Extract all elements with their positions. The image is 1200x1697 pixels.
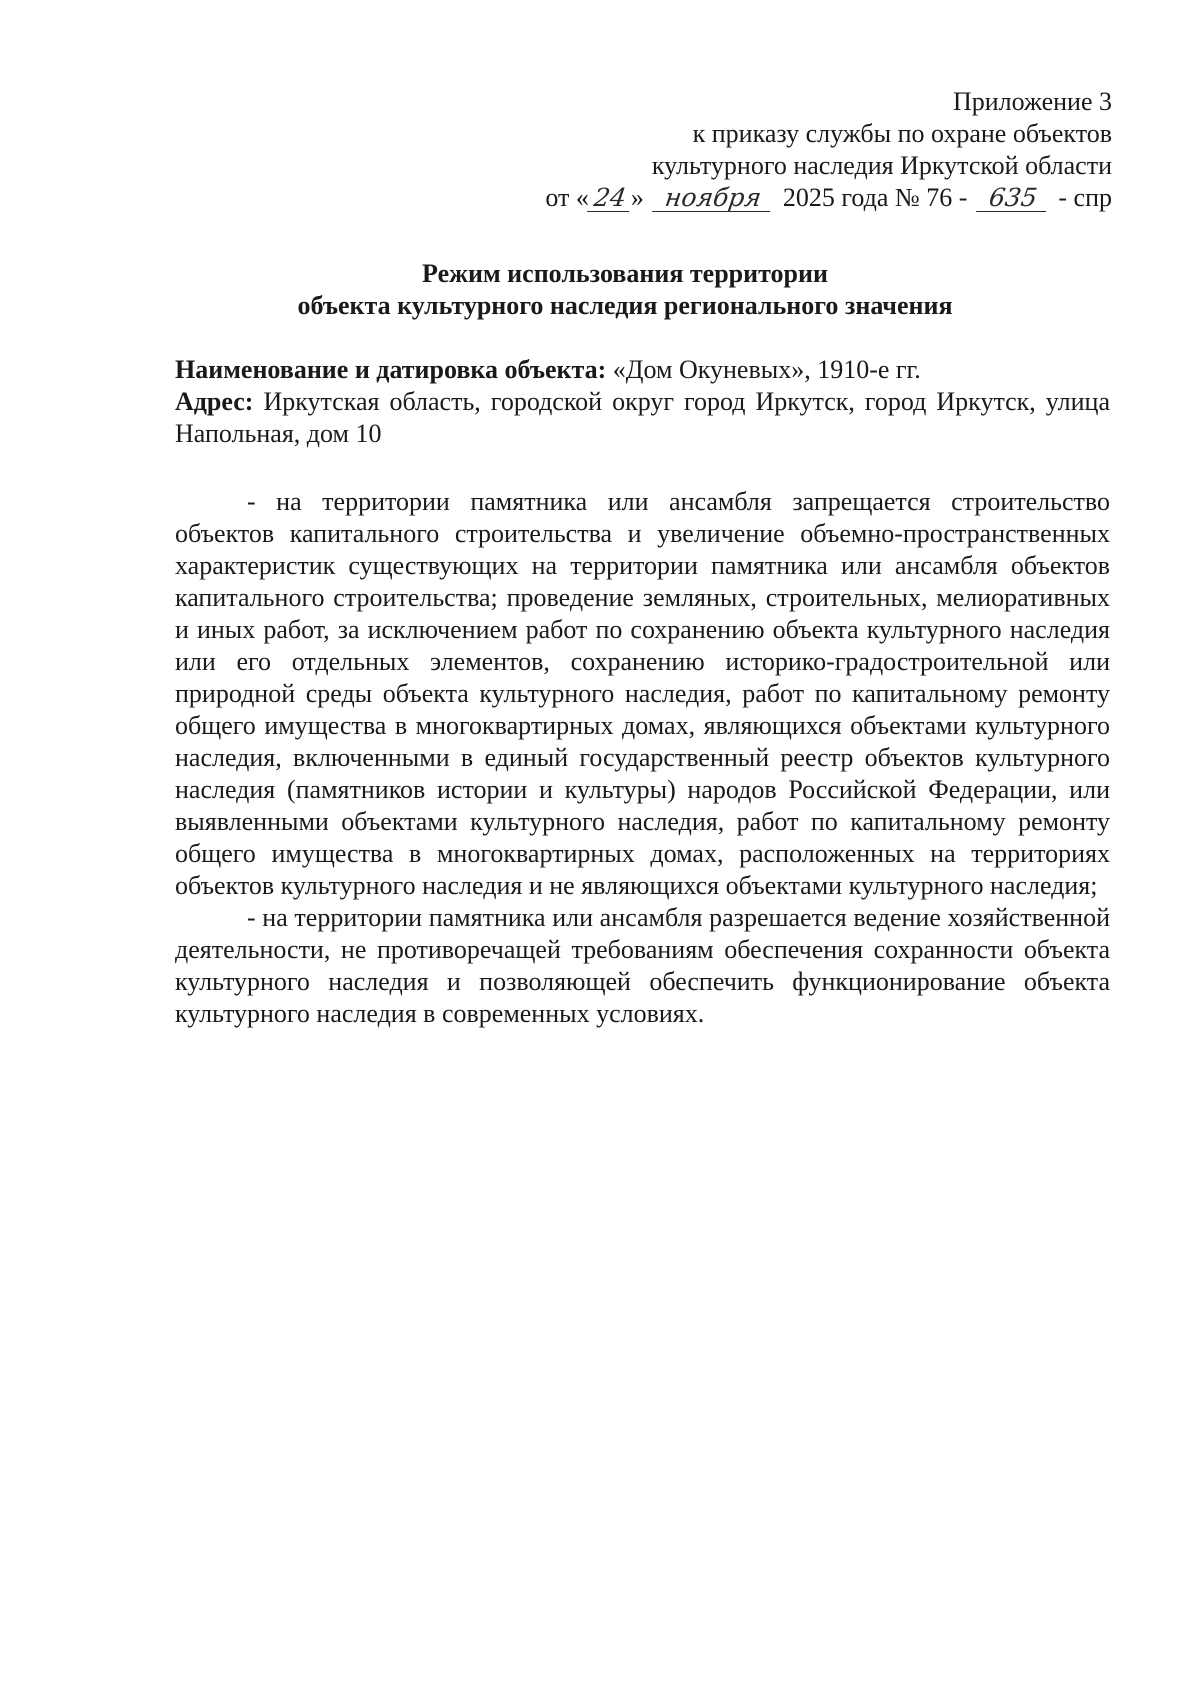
order-suffix: - спр [1058, 183, 1112, 212]
appendix-header [545, 86, 1112, 214]
appendix-authority-line: культурного наследия Иркутской области [651, 151, 1112, 180]
date-prefix: от « [545, 183, 589, 212]
handwritten-day: 24 [587, 185, 633, 212]
handwritten-number: 635 [976, 185, 1050, 212]
object-address-value: Иркутская область, городской округ город Иркутск, город Иркутск, улица Напольная, дом 10 [175, 387, 1110, 448]
date-mid: » [630, 183, 644, 212]
handwritten-month: ноября [652, 185, 774, 212]
object-name-row [175, 354, 1110, 386]
title-line-2: объекта культурного наследия регионального значения [297, 291, 953, 320]
title-line-1: Режим использования территории [422, 259, 828, 288]
usage-rules [175, 486, 1110, 1030]
appendix-date-line [545, 182, 1112, 214]
object-name-value: «Дом Окуневых», 1910-е гг. [612, 355, 921, 384]
object-info [175, 354, 1110, 450]
appendix-order-line: к приказу службы по охране объектов [692, 119, 1112, 148]
rule-prohibition: - на территории памятника или ансамбля запрещается строительство объектов капитального строительства и увеличение объемно-пространственных характеристик существующих на территории памятника или ансамбля объектов капитального строительства; проведение земляных, строительных, мелиоративных и иных работ, за исключением работ по сохранению объекта культурного наследия или его отдельных элементов, сохранению историко-градостроительной или природной среды объекта культурного наследия, работ по капитальному ремонту общего имущества в многоквартирных домах, являющихся объектами культурного наследия, включенными в единый государственный реестр объектов культурного наследия (памятников истории и культуры) народов Российской Федерации, или выявленными объектами культурного наследия, работ по капитальному ремонту общего имущества в многоквартирных домах, расположенных на территориях объектов культурного наследия и не являющихся объектами культурного наследия; [175, 487, 1110, 900]
rule-permission: - на территории памятника или ансамбля разрешается ведение хозяйственной деятельности, не противоречащей требованиям обеспечения сохранности объекта культурного наследия и позволяющей обеспечить функционирование объекта культурного наследия в современных условиях. [175, 903, 1110, 1028]
object-address-row [175, 386, 1110, 450]
object-address-label: Адрес: [175, 387, 254, 416]
object-name-label: Наименование и датировка объекта: [175, 355, 607, 384]
appendix-title: Приложение 3 [952, 87, 1112, 116]
document-title [175, 258, 1075, 322]
year-text: 2025 года № 76 - [782, 183, 968, 212]
